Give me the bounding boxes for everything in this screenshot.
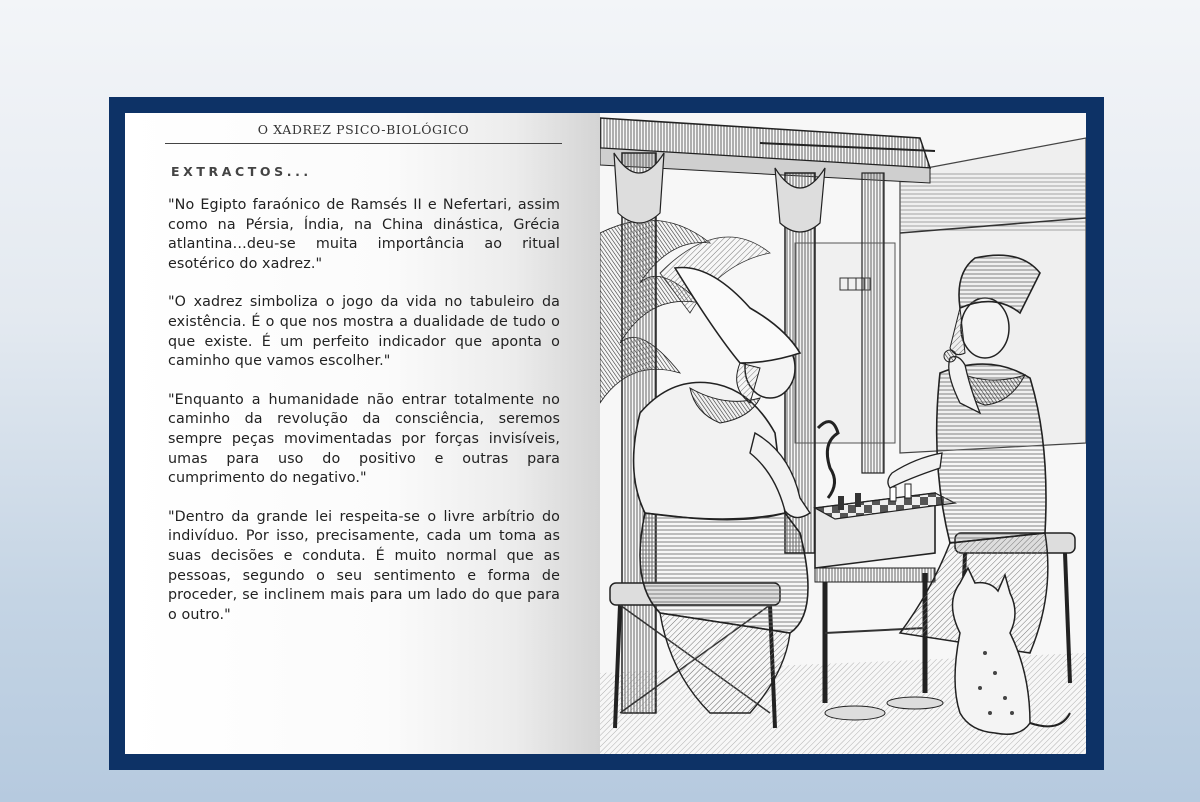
quote-paragraph-4: "Dentro da grande lei respeita-se o livre arbítrio do indivíduo. Por isso, precisamente, cada um toma as suas decisões e conduta. É muito normal que as pessoas, segundo o seu sentimento e forma de proceder, se inclinem mais para um lado do que para o outro."	[168, 508, 560, 623]
quotes-block	[168, 196, 560, 644]
book-frame	[109, 97, 1104, 770]
chess-players-illustration	[600, 113, 1086, 754]
quote-paragraph-3: "Enquanto a humanidade não entrar totalmente no caminho da revolução da consciência, seremos sempre peças movimentadas por forças invisíveis, umas para uso do positivo e outras para cumprimento do negativo."	[168, 391, 560, 487]
left-page	[125, 113, 600, 754]
right-page	[600, 113, 1086, 754]
quote-paragraph-1: "No Egipto faraónico de Ramsés II e Nefertari, assim como na Pérsia, Índia, na China dinástica, Grécia atlantina…deu-se muita importância ao ritual esotérico do xadrez."	[168, 197, 560, 272]
quote-paragraph-2: "O xadrez simboliza o jogo da vida no tabuleiro da existência. É o que nos mostra a dualidade de tudo o que existe. É um perfeito indicador que aponta o caminho que vamos escolher."	[168, 294, 560, 370]
running-head: O XADREZ PSICO-BIOLÓGICO	[165, 122, 562, 144]
section-label: EXTRACTOS...	[171, 164, 312, 179]
